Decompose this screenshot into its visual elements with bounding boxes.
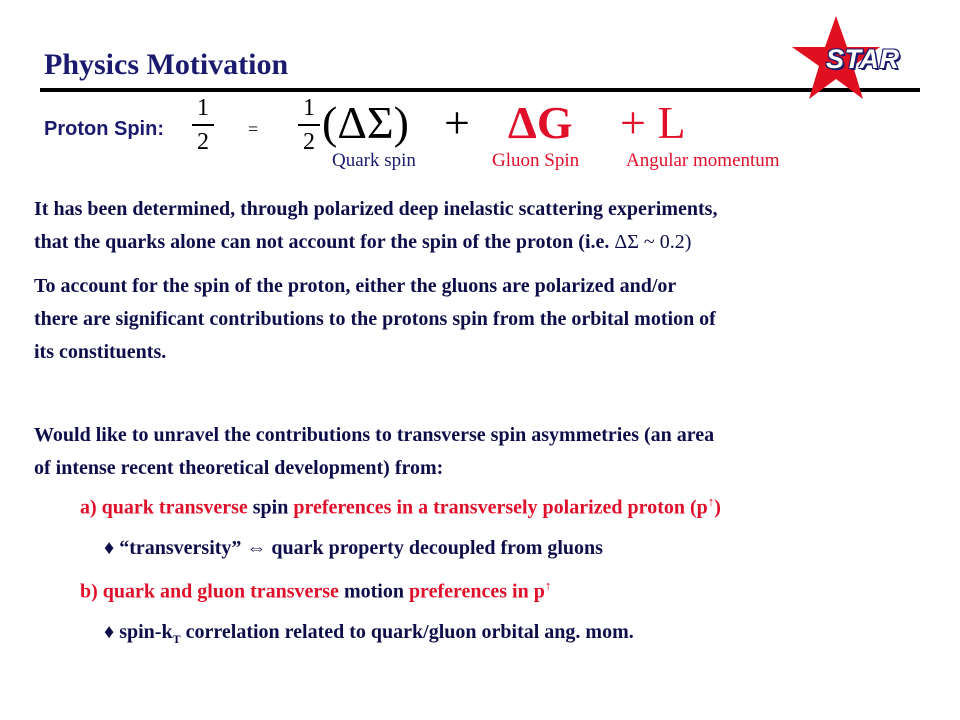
fraction-numerator: 1 (303, 95, 315, 121)
equation-label: Proton Spin: (44, 118, 164, 140)
angular-momentum-term: + L (620, 97, 686, 148)
fraction-numerator: 1 (197, 95, 209, 121)
gluon-spin-label: Gluon Spin (492, 150, 580, 171)
angular-momentum-label: Angular momentum (626, 150, 780, 171)
paragraph-line (34, 226, 944, 259)
sub-bullet-spin-kt (104, 621, 634, 647)
item-text: spin (252, 496, 289, 519)
item-text: preferences in p (408, 580, 545, 603)
item-text: quark property decoupled from gluons (271, 537, 603, 559)
delta-sigma-value: ΔΣ ~ 0.2) (614, 231, 692, 253)
up-arrow-icon: ↑ (707, 494, 715, 509)
paragraph-line: of intense recent theoretical development) from: (34, 457, 444, 479)
item-text: b) quark and gluon transverse (80, 580, 339, 603)
quark-spin-term: (ΔΣ) (322, 97, 409, 148)
double-arrow-icon: ⇔ (246, 537, 267, 559)
equals-sign: = (248, 119, 259, 139)
logo-text: STAR (826, 44, 900, 74)
paragraph-line: there are significant contributions to the protons spin from the orbital motion of (34, 308, 716, 330)
item-text: a) quark transverse (80, 496, 248, 519)
sub-bullet-transversity (104, 537, 603, 560)
quark-spin-label: Quark spin (332, 150, 416, 171)
fraction-bar (192, 124, 214, 126)
list-item-a (80, 494, 721, 520)
fraction-denominator: 2 (303, 129, 315, 155)
paragraph-line-text: that the quarks alone can not account for the spin of the proton (i.e. (34, 231, 610, 253)
item-text: motion (343, 580, 404, 603)
title-divider (40, 88, 920, 92)
paragraph-line: To account for the spin of the proton, either the gluons are polarized and/or (34, 275, 677, 297)
item-text: spin-k (119, 621, 173, 643)
diamond-bullet-icon: ♦ (104, 537, 115, 559)
item-text: ) (714, 496, 721, 519)
page-title: Physics Motivation (44, 48, 289, 81)
item-text: “transversity” (119, 537, 242, 559)
up-arrow-icon: ↑ (544, 578, 552, 593)
paragraph-transverse-goal (34, 419, 944, 485)
subscript: T (172, 632, 181, 646)
list-item-b (80, 578, 551, 604)
paragraph-line: its constituents. (34, 341, 167, 363)
paragraph-dis-result (34, 193, 944, 259)
item-text: correlation related to quark/gluon orbital ang. mom. (185, 621, 634, 643)
fraction-denominator: 2 (197, 129, 209, 155)
half-fraction-right (298, 96, 320, 154)
paragraph-line: It has been determined, through polarized deep inelastic scattering experiments, (34, 198, 718, 220)
paragraph-spin-account (34, 270, 944, 369)
half-fraction-left (192, 96, 214, 154)
plus-sign: + (444, 97, 470, 148)
fraction-bar (298, 124, 320, 126)
gluon-spin-term: ΔG (508, 97, 573, 148)
diamond-bullet-icon: ♦ (104, 621, 115, 643)
paragraph-line: Would like to unravel the contributions to transverse spin asymmetries (an area (34, 424, 715, 446)
item-text: preferences in a transversely polarized proton (p (293, 496, 708, 519)
